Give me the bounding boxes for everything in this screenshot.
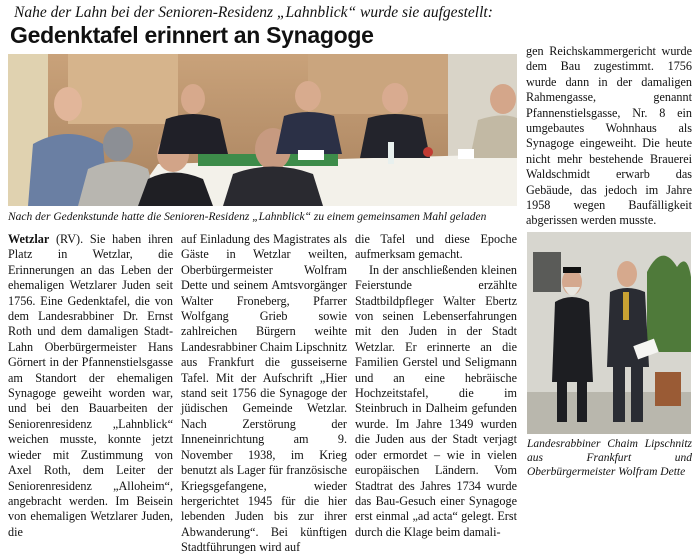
column-3 — [355, 232, 517, 539]
column-2 — [181, 232, 347, 555]
article-headline: Gedenktafel erinnert an Synagoge — [10, 22, 374, 48]
photo2-caption: Landesrabbiner Chaim Lipschnitz aus Frankfurt und Oberbürgermeister Wolfram Dette — [527, 438, 692, 478]
photo-rabbi-and-mayor — [527, 232, 691, 434]
byline-city: Wetzlar — [8, 232, 50, 246]
photo-banquet — [8, 54, 517, 206]
column-4 — [526, 44, 692, 228]
column-1-text: Sie haben ihren Platz in Wetzlar, die Erinnerungen an das Leben der ehemaligen Wetzlarer Juden seit 1756. Eine Gedenktafel, die von dem Landesrabbiner Dr. Ernst Roth und dem damaligen Stadt-Lahn Oberbürgermeister Hans Görnert in der Pfannenstielsgasse am Standort der ehemaligen Synagoge geweiht worden war, und bei den Bauarbeiten der Seniorenresidenz „Lahnblick“ weichen musste, konnte jetzt wieder mit Zustimmung von Axel Roth, dem Leiter der Seniorenresidenz „Alloheim“, angebracht werden. Im Beisein von ehemaligen Wetzlarer Juden, die — [8, 232, 173, 539]
article-kicker: Nahe der Lahn bei der Senioren-Residenz „Lahnblick“ wurde sie aufgestellt: — [14, 4, 493, 21]
column-3-paragraph-1: die Tafel und diese Epoche aufmerksam gemacht. — [355, 232, 517, 262]
column-2-text: auf Einladung des Magistrates als Gäste in Wetzlar weilten, Oberbürgermeister Wolfram Dette und seinem Amtsvorgänger Walter Froneberg, Pfarrer Wolfgang Grieb sowie zahlreichen Bürgern weihte Landesrabbiner Chaim Lipschnitz aus Frankfurt die gusseiserne Tafel. Mit der Aufschrift „Hier stand seit 1756 die Synagoge der jüdischen Gemeinde Wetzlar. Nach Zerstörung der Inneneinrichtung am 9. November 1938, im Krieg benutzt als Lager für französische Kriegsgefangene, wieder hergerichtet 1945 für die hier lebenden Juden bis zur ihrer Abwanderung“. Bei künftigen Stadtführungen wird auf — [181, 232, 347, 555]
photo1-caption: Nach der Gedenkstunde hatte die Senioren-Residenz „Lahnblick“ zu einem gemeinsamen Mahl geladen — [8, 211, 487, 223]
column-3-paragraph-2: In der anschließenden kleinen Feierstunde erzählte Stadtbildpfleger Walter Ebertz von seinen Lebenserfahrungen mit den Juden in der Stadt Wetzlar. Er erinnerte an die Familien Gerstel und Seligmann und an eine hebräische Hochzeitstafel, die im Steinbruch in Dalheim gefunden wurde. Im Jahre 1349 wurden die Juden aus der Stadt verjagt oder ermordet – wie in vielen europäischen Ländern. Vom Stadtrat des Jahres 1734 wurde das Bau-Gesuch einer Synagoge erst einmal „ad acta“ gelegt. Erst durch die Klage beim damali- — [355, 262, 517, 539]
byline-agency: (RV). — [49, 232, 84, 246]
column-4-text: gen Reichskammergericht wurde dem Bau zugestimmt. 1756 wurde dann in der damaligen Rahmengasse, genannt Pfannenstielsgasse, Nr. 8 ein umgebautes Wohnhaus als Synagoge eingeweiht. Die heute nicht mehr bestehende Brauerei Waldschmidt erwarb das Gebäude, das jedoch im Jahre 1958 wegen Baufälligkeit abgerissen werden musste. — [526, 44, 692, 228]
column-1 — [8, 232, 173, 539]
